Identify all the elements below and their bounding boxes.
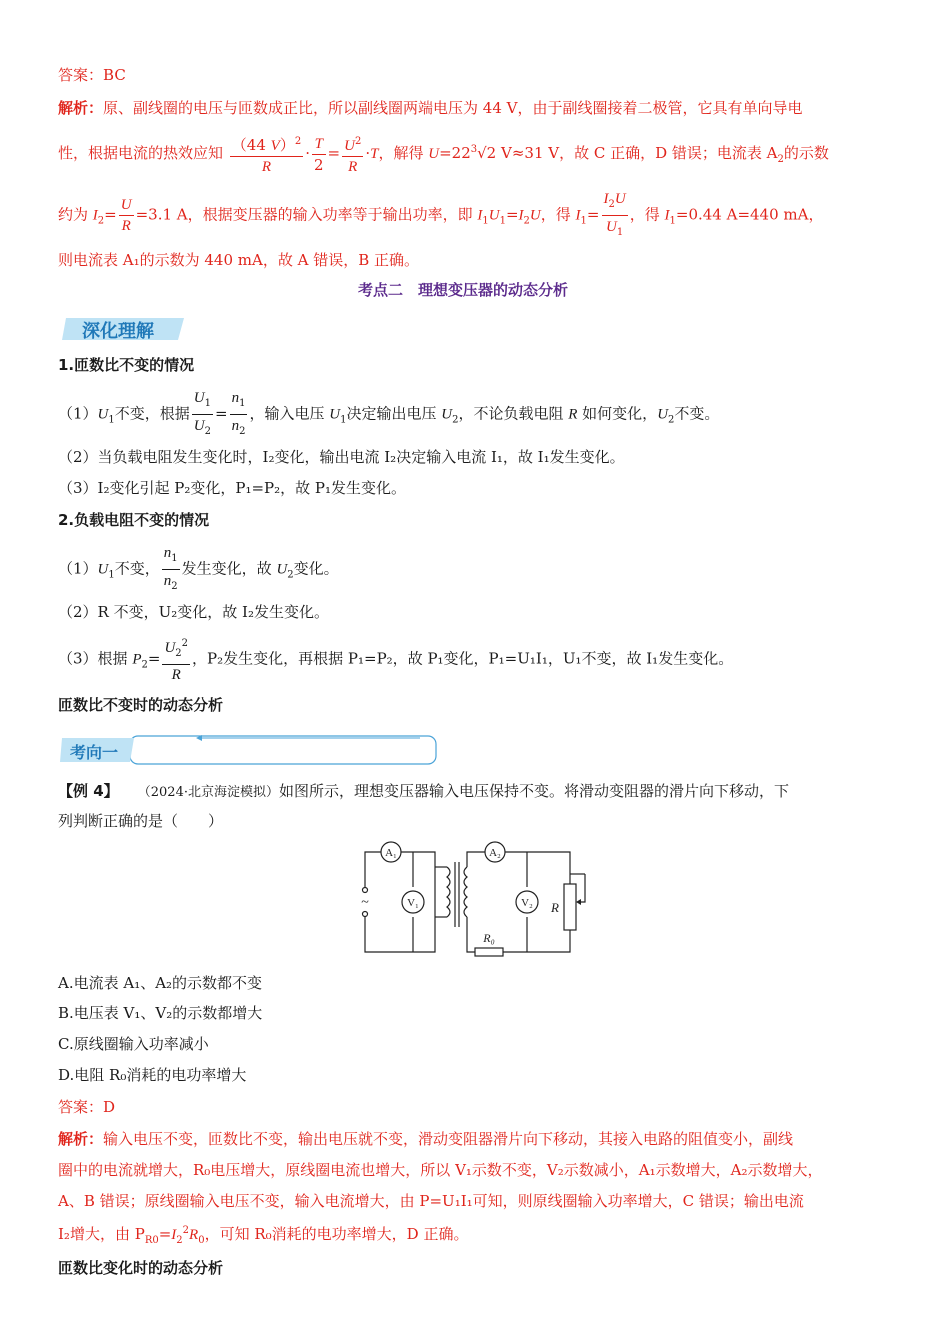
part1-item3: （3）I₂变化引起 P₂变化，P₁=P₂，故 P₁发生变化。 — [58, 479, 407, 497]
analysis2-line-2: 圈中的电流就增大，R₀电压增大，原线圈电流也增大，所以 V₁示数不变，V₂示数减小，A₁示数增大，A₂示数增大， — [58, 1161, 823, 1179]
analysis-text: V≈31 V，故 C 正确，D 错误；电流表 A — [501, 144, 778, 162]
circuit-diagram — [355, 832, 595, 962]
analysis-text: =3.1 A，根据变压器的输入功率等于输出功率，即 — [135, 205, 478, 224]
part2-item3: （3）根据 $P_2=$ $\frac{U_2^2}{R}$ ，P₂发生变化，再根据 P₁=P₂，故 P₁变化，P₁=U₁I₁，U₁不变，故 I₁发生变化。 — [58, 634, 733, 678]
formula-fraction: $\frac{(44 V)^2}{R}$ — [230, 132, 303, 177]
option-b: B.电压表 V₁、V₂的示数都增大 — [58, 1004, 263, 1022]
example-source: （2024·北京海淀模拟） — [137, 785, 279, 800]
answer-line-1 — [58, 64, 126, 85]
subhead-fixed-ratio: 匝数比不变时的动态分析 — [58, 696, 224, 714]
label-v1: V₁ — [407, 897, 419, 909]
part1-heading: 1.匝数比不变的情况 — [58, 356, 195, 374]
answer-label: 答案： — [58, 66, 104, 84]
analysis-line-3: 约为 $I_2=$ $\frac{U}{R}$ =3.1 A，根据变压器的输入功率等于输出功率，即 $I_1U_1=I_2U$，得 $I_1=$ $\frac{I_2U}{U_1}$ ，得 $I_1=0.44$ A=440 mA， — [58, 188, 823, 232]
item-text: （3）根据 — [58, 649, 133, 668]
analysis-text: ，得 — [629, 205, 665, 224]
formula-fraction: $\frac{U^2}{R}$ — [342, 132, 363, 177]
analysis-line-1 — [58, 97, 802, 118]
label-v2: V₂ — [521, 897, 533, 909]
example-line-1 — [58, 780, 789, 801]
banner-text: 深化理解 — [82, 321, 154, 342]
analysis-text: 约为 — [58, 205, 93, 224]
deep-understanding-banner — [62, 312, 192, 342]
analysis-text: 性，根据电流的热效应知 — [58, 144, 224, 162]
analysis-text: I₂增大，由 P — [58, 1225, 145, 1243]
answer-line-2 — [58, 1096, 115, 1117]
item-text: 不变，根据 — [114, 404, 190, 423]
item-text: 不变， — [114, 559, 160, 578]
label-r0: R₀ — [483, 931, 495, 945]
analysis-text: ，可知 R₀消耗的电功率增大，D 正确。 — [204, 1225, 469, 1243]
formula-fraction: $\frac{n_1}{n_2}$ — [162, 542, 180, 597]
label-a2: A₂ — [489, 847, 501, 859]
analysis2-line-4: I₂增大，由 $P_{R0}=I_2^2R_0$，可知 R₀消耗的电功率增大，D 正确。 — [58, 1225, 469, 1246]
analysis-text: ，解得 — [378, 144, 429, 162]
formula-fraction: $\frac{n_1}{n_2}$ — [230, 387, 248, 442]
label-r: R — [551, 900, 559, 915]
answer-value: D — [103, 1098, 116, 1116]
part2-heading: 2.负载电阻不变的情况 — [58, 511, 210, 529]
item-text: 决定输出电压 — [346, 404, 442, 423]
item-text: （1） — [58, 559, 98, 578]
example-line-2: 列判断正确的是（ ） — [58, 812, 224, 830]
item-text: ，输入电压 — [249, 404, 330, 423]
analysis2-line-3: A、B 错误；原线圈输入电压不变，输入电流增大，由 P=U₁I₁可知，则原线圈输入功率增大，C 错误；输出电流 — [58, 1192, 804, 1210]
subhead-variable-ratio: 匝数比变化时的动态分析 — [58, 1259, 224, 1277]
circuit-svg — [355, 832, 595, 962]
part2-item2: （2）R 不变，U₂变化，故 I₂发生变化。 — [58, 603, 329, 621]
formula-fraction: $\frac{U_1}{U_2}$ — [192, 387, 213, 442]
formula-fraction: $\frac{U}{R}$ — [120, 197, 132, 234]
part1-item2: （2）当负载电阻发生变化时，I₂变化，输出电流 I₂决定输入电流 I₁，故 I₁发生变化。 — [58, 448, 625, 466]
example-text: 如图所示，理想变压器输入电压保持不变。将滑动变阻器的滑片向下移动，下 — [278, 782, 789, 800]
analysis-line-4: 则电流表 A₁的示数为 440 mA，故 A 错误，B 正确。 — [58, 251, 419, 269]
analysis-text: 原、副线圈的电压与匝数成正比，所以副线圈两端电压为 44 V，由于副线圈接着二极管，它具有单向导电 — [103, 99, 803, 117]
analysis-text: =0.44 A=440 mA， — [675, 205, 824, 224]
analysis-label: 解析： — [58, 1130, 104, 1148]
analysis-text: 的示数 — [783, 144, 829, 162]
label-a1: A₁ — [385, 847, 397, 859]
item-text: 如何变化， — [577, 404, 658, 423]
analysis-text: 输入电压不变，匝数比不变，输出电压就不变，滑动变阻器滑片向下移动，其接入电路的阻值变小，副线 — [103, 1130, 794, 1148]
analysis-text: ，得 — [540, 205, 576, 224]
analysis-label: 解析： — [58, 99, 104, 117]
item-text: ，不论负载电阻 — [458, 404, 569, 423]
answer-label: 答案： — [58, 1098, 104, 1116]
formula-fraction: $\frac{T}{2}$ — [314, 135, 324, 174]
option-a: A.电流表 A₁、A₂的示数都不变 — [58, 974, 263, 992]
formula-fraction: $\frac{I_2U}{U_1}$ — [602, 188, 628, 243]
analysis2-line-1 — [58, 1128, 793, 1149]
kaoxiang-tag — [60, 734, 440, 766]
option-c: C.原线圈输入功率减小 — [58, 1035, 209, 1053]
answer-value: BC — [103, 66, 126, 84]
part1-item1: $(1)U_1$不变，根据 $\frac{U_1}{U_2}$ = $\frac{n_1}{n_2}$ ，输入电压 $U_1$决定输出电压 $U_2$，不论负载电阻 R 如何变化，$U_2$不变。 — [58, 387, 719, 431]
example-label: 【例 4】 — [58, 782, 119, 800]
tag-text: 考向一 — [70, 743, 119, 762]
section-title: 考点二 理想变压器的动态分析 — [358, 281, 569, 299]
part2-item1: $(1)U_1$不变， $\frac{n_1}{n_2}$ 发生变化，故 $U_2$变化。 — [58, 542, 339, 586]
analysis-line-2: 性，根据电流的热效应知 $\frac{(44 V)^2}{R}$ · $\frac{T}{2}$ = $\frac{U^2}{R}$ ·T，解得 $U=22^3√2$ V≈31 V，故 C 正确，D 错误；电流表 $A_2$的示数 — [58, 128, 829, 172]
item-text: 不变。 — [674, 404, 720, 423]
item-text: 变化。 — [293, 559, 339, 578]
item-text: 发生变化，故 — [181, 559, 277, 578]
formula-fraction: $\frac{U_2^2}{R}$ — [162, 634, 190, 685]
item-text: ，P₂发生变化，再根据 P₁=P₂，故 P₁变化，P₁=U₁I₁，U₁不变，故 I₁发生变化。 — [192, 649, 734, 668]
option-d: D.电阻 R₀消耗的电功率增大 — [58, 1066, 247, 1084]
ac-source-symbol: ~ — [361, 895, 369, 910]
item-text: （1） — [58, 404, 98, 423]
